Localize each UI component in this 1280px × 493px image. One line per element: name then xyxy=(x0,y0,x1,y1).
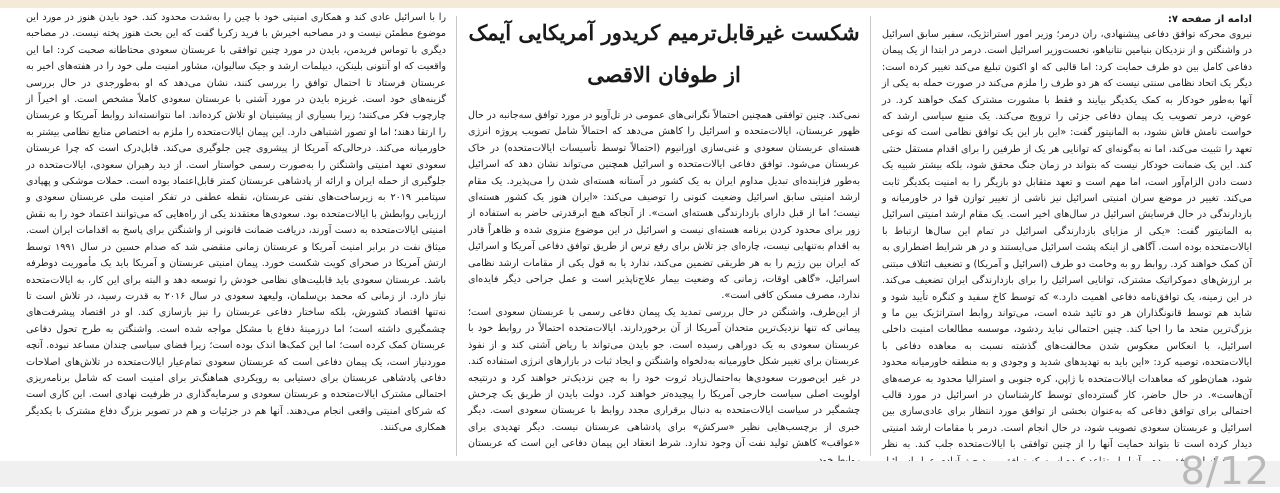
column-middle xyxy=(468,10,860,458)
continued-from-label: ادامه از صفحه ۷: xyxy=(1167,14,1252,25)
column-divider xyxy=(870,16,871,456)
article-headline: شکست غیرقابل‌ترمیم کریدور آمریکایی آیمک xyxy=(468,20,860,45)
article-headline-line2: از طوفان الاقصی xyxy=(587,62,741,87)
column-left xyxy=(26,10,446,458)
bottom-band xyxy=(0,461,1280,487)
column-middle-body: نمی‌کند. چنین توافقی همچنین احتمالاً نگرانی‌های عمومی در تل‌آویو در مورد توافق سه‌جانبه در حال ظهور عربستان، ایالات‌متحده و اسرائیل را کاهش می‌دهد که احتمالاً شامل تصویب پروژه انرژی هسته‌ای عربستان سعودی و غنی‌سازی اورانیوم (احتمالاً توسط تأسیسات ایالات‌متحده) در خاک عربستان می‌شود. توافق دفاعی ایالات‌متحده و اسرائیل همچنین می‌تواند نشان دهد که اسرائیل به‌طور فزاینده‌ای تبدیل مداوم ایران به یک کشور در آستانه هسته‌ای شدن را می‌پذیرد. یک مقام ارشد امنیتی سابق اسرائیل وضعیت کنونی را توصیف می‌کند: «ایران هنوز یک کشور هسته‌ای نیست؛ اما از قبل دارای بازدارندگی هسته‌ای است». از آنجاکه هیچ ابرقدرتی حاضر به استفاده از زور برای محدود کردن برنامه هسته‌ای نیست و اسرائیل در این موضوع منزوی شده و ظاهراً قادر به اقدام به‌تنهایی نیست، چاره‌ای جز تلاش برای رفع ترس از طریق توافق دفاعی آمریکا و اسرائیل که ایران بین رژیم را به هر طریقی تضمین می‌کند، ندارد یا به قول یکی از مقامات ارشد نظامی اسرائیل، «گاهی اوقات، زمانی که وضعیت بیمار علاج‌ناپذیر است و عمل جراحی دیگر فایده‌ای ندارد، مصرف مسکن کافی است». xyxy=(468,110,860,302)
column-right-body: نیروی محرکه توافق دفاعی پیشنهادی، ران درمر؛ وزیر امور استراتژیک، سفیر سابق اسرائیل در واشنگتن و از نزدیکان بنیامین نتانیاهو، نخست‌وزیر اسرائیل است. درمر در ابتدا از یک پیمان دفاعی کامل بین دو طرف حمایت کرد: اما قالبی که او اکنون تبلیغ می‌کند تغییر کرده است: دیگر یک اتحاد نظامی سنتی نیست که هر دو طرف را ملزم می‌کند در صورت حمله به یکی از آنها به‌طور خودکار به کمک یکدیگر بیایند و فقط با مشورت مشترک کمک خواهند کرد. در عوض، درمر تصویب یک پیمان دفاعی جزئی را ترویج می‌کند. یک منبع سیاسی ارشد که خواست نامش فاش نشود، به المانیتور گفت: «این بار این یک توافق نظامی است که نوعی تعهد را تثبیت می‌کند، اما نه به‌گونه‌ای که توانایی هر یک از طرفین را برای اقدام مستقل خنثی کند. این یک ضمانت خودکار نیست که بتواند در زمان جنگ محقق شود، بلکه بیشتر شبیه یک دست دادن الزام‌آور است، اما مهم است و تعهد متقابل دو بازیگر را به امنیت یکدیگر ثابت می‌کند. تغییر در موضع سران امنیتی اسرائیل نیز ناشی از تغییر توازن قوا در خاورمیانه و بازدارندگی در حال فرسایش اسرائیل در سال‌های اخیر است. یک مقام ارشد امنیتی اسرائیل به المانیتور گفت: «یکی از مزایای بازدارندگی اسرائیل در تمام این سال‌ها ارتباط با ایالات‌متحده بوده است. آگاهی از اینکه پشت اسرائیل می‌ایستند و در هر شرایط اضطراری به آن کمک خواهند کرد. روابط رو به وخامت دو طرف (اسرائیل و آمریکا) و تضعیف ائتلاف مبتنی بر ارزش‌های دموکراتیک مشترک، توانایی اسرائیل را برای بازدارندگی ایران تضعیف می‌کند. در این زمینه، یک توافق‌نامه دفاعی اهمیت دارد.» که توسط کاخ سفید و کنگره تأیید شود و شاید هم توسط قانونگذاران هر دو تائید شده است، می‌تواند روابط استراتژیک بین ما و بزرگ‌ترین متحد ما را احیا کند. چنین احتمالی نباید ردشود، موسسه مطالعات امنیت داخلی اسرائیل، با انعکاس معکوس شدن مخالفت‌های گذشته نسبت به معاهده دفاعی با ایالات‌متحده، توصیه کرد: «این باید به تهدیدهای شدید و وجودی و به منطقه خاورمیانه محدود شود، همان‌طور که معاهدات ایالات‌متحده با ژاپن، کره جنوبی و استرالیا محدود به عرصه‌های آن‌هاست». در حال حاضر، کار گسترده‌ای توسط کارشناسان در اسرائیل در مورد قالب احتمالی برای توافق دفاعی که به‌عنوان بخشی از توافق مورد انتظار برای عادی‌سازی بین اسرائیل و عربستان سعودی تصویب شود، در حال انجام است. درمر با مقامات ارشد امنیتی دیدار کرده است تا بتواند حمایت آنها را از چنین توافقی با ایالات‌متحده جلب کند. به نظر xyxy=(882,29,1252,451)
newspaper-page xyxy=(26,10,1252,458)
column-middle-body-2: از این‌طرف، واشنگتن در حال بررسی تمدید یک پیمان دفاعی رسمی با عربستان سعودی است؛ پیمانی که تنها نزدیک‌ترین متحدان آمریکا از آن برخوردارند. ایالات‌متحده احتمالاً در روابط خود با عربستان سعودی به یک دوراهی رسیده است. جو بایدن می‌تواند با ریاض آشتی کند و از نفوذ عربستان برای تغییر شکل خاورمیانه به‌دلخواه واشنگتن و ایجاد ثبات در بازارهای انرژی استفاده کند. در غیر این‌صورت سعودی‌ها به‌احتمال‌زیاد ثروت خود را به چین نزدیک‌تر خواهند کرد و درنتیجه اولویت اصلی سیاست خارجی آمریکا را پیچیده‌تر خواهند کرد. دولت بایدن از طریق یک چرخش چشمگیر در سیاست ایالات‌متحده به دنبال برقراری مجدد روابط با عربستان سعودی است. دیگر خبری از برچسب‌هایی نظیر «سرکش» برای پادشاهی عربستان نیست. دیگر تهدیدی برای «عواقب» کاهش تولید نفت آن وجود ندارد. شرط انعقاد این پیمان دفاعی این است که عربستان xyxy=(468,306,860,450)
top-band xyxy=(0,0,1280,8)
column-divider xyxy=(456,16,457,456)
column-right xyxy=(882,10,1252,458)
column-left-body: را با اسرائیل عادی کند و همکاری امنیتی خود با چین را به‌شدت محدود کند. خود بایدن هنوز در مورد این موضوع مطمئن نیست و در مصاحبه اخیرش با فرید زکریا گفت که این بحث هنوز پخته نیست. در مصاحبه دیگری با توماس فریدمن، بایدن در مورد چنین توافقی با عربستان سعودی محتاطانه صحبت کرد: اما این واقعیت که او آنتونی بلینکن، دیپلمات ارشد و جیک سالیوان، مشاور امنیت ملی خود را در هفته‌های اخیر به عربستان فرستاد تا احتمال توافق را بررسی کنند، نشان می‌دهد که او به‌طورجدی در حال بررسی گزینه‌های خود است. غریزه بایدن در مورد آشتی با عربستان سعودی کاملاً مشخص است. او اخیراً از چارچوب فکر می‌کنند؛ زیرا بسیاری از پیشینیان او تلاش کرده‌اند. اما نتوانسته‌اند روابط آمریکا و عربستان را ارتقا دهند؛ اما او تصور اشتباهی دارد. این پیمان ایالات‌متحده را ملزم به اختصاص منابع نظامی بیشتر به خاورمیانه می‌کند. درحالی‌که آمریکا از پیشروی چین جلوگیری می‌کند. قابل‌درک است که چرا عربستان سعودی تعهد امنیتی واشنگتن را به‌صورت رسمی خواستار است. از دید رهبران سعودی، ایالات‌متحده در جلوگیری از حمله ایران و ارائه از پادشاهی عربستان کمتر قابل‌اعتماد بوده است. حملات موشکی و پهپادی سپتامبر ۲۰۱۹ به زیرساخت‌های نفتی عربستان، نقطه عطفی در تفکر امنیت ملی عربستان سعودی و ارزیابی روابطش با ایالات‌متحده بود. سعودی‌ها معتقدند یکی از راه‌هایی که می‌توانند اعتماد خود را به نقش امنیتی ایالات‌متحده به دست آورند، دریافت ضمانت قانونی از واشنگتن برای پاسخ به اقدامات ایران است. میثاق نفت در برابر امنیت آمریکا و عربستان زمانی منقضی شد که صدام حسین در سال ۱۹۹۱ توسط ارتش آمریکا در صحرای کویت شکست خورد. پیمان امنیتی عربستان و آمریکا باید یک مأموریت دوطرفه باشد. عربستان سعودی باید قابلیت‌های نظامی خودش را توسعه دهد و البته برای این کار، به ایالات‌متحده نیاز دارد. از زمانی که محمد بن‌سلمان، ولیعهد سعودی در سال ۲۰۱۶ به قدرت رسید، در تلاش است تا نه‌تنها اقتصاد کشورش، بلکه ساختار دفاعی عربستان را نیز بازسازی کند. او در اقتصاد پیشرفت‌های چشمگیری داشته است؛ اما درزمینهٔ دفاع با مشکل مواجه شده است. واشنگتن به طرح تحول دفاعی عربستان کمک کرده است؛ اما این کمک‌ها اندک بوده است؛ زیرا فضای سیاسی چندان مساعد نبوده. آنچه موردنیاز است، یک پیمان دفاعی است که عربستان سعودی تمام‌عیار ایالات‌متحده در تلاش‌های اصلاحات دفاعی پادشاهی عربستان برای دستیابی به رویکردی هماهنگ‌تر برای امنیت است که شامل برنامه‌ریزی احتمالی مشترک ایالات‌متحده و عربستان سعودی و سرمایه‌گذاری در ظرفیت نهادی است. این کاری است که شرکای امنیتی واقعی انجام می‌دهند. آنها هم در جزئیات و هم در تصویر بزرگ دفاع مشترک با یکدیگر همکاری می‌کنند. xyxy=(26,12,447,434)
page-number: 8/12 xyxy=(1180,449,1270,493)
